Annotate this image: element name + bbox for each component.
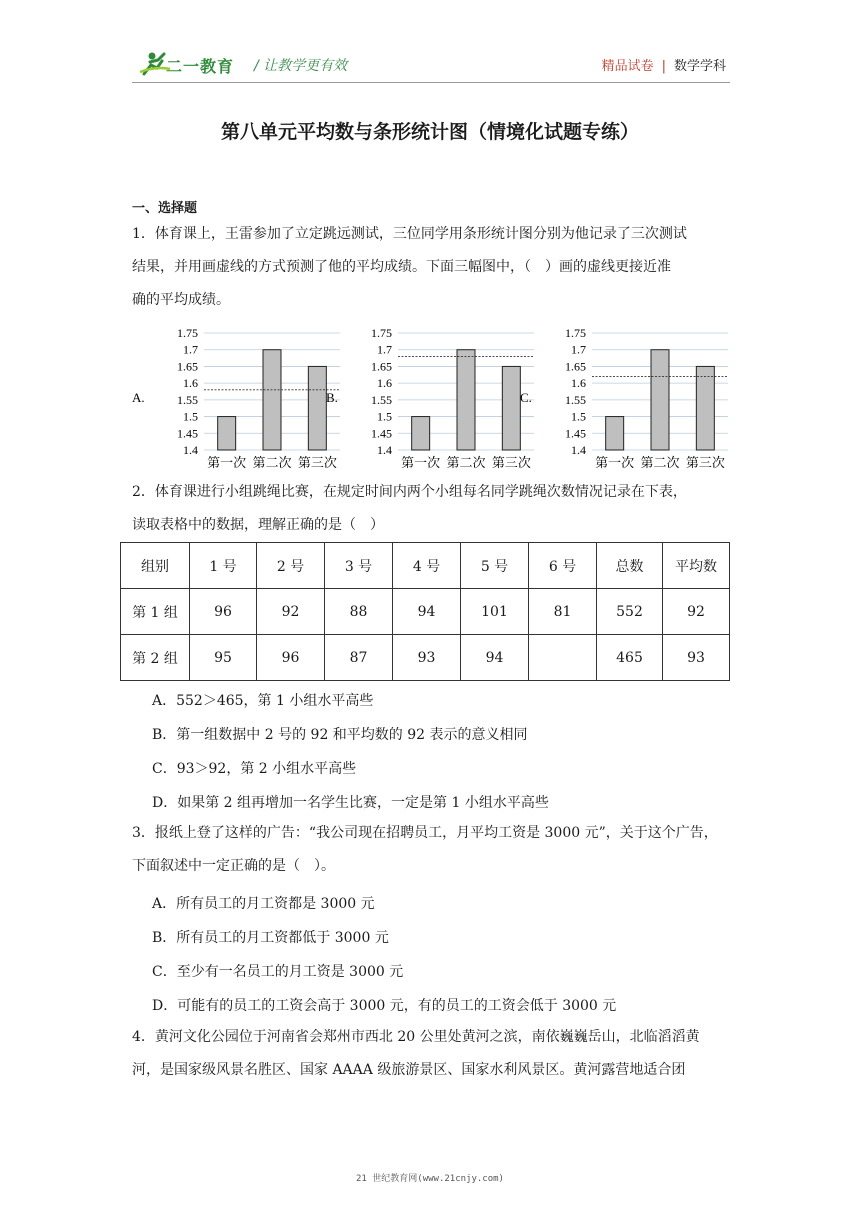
y-tick-label: 1.45	[565, 426, 586, 441]
q1-line-2: 结果，并用画虚线的方式预测了他的平均成绩。下面三幅图中，（ ）画的虚线更接近准	[132, 259, 671, 275]
quality-label: 精品试卷	[601, 59, 654, 74]
q3-option-c: C．至少有一名员工的月工资是 3000 元	[152, 964, 404, 980]
q4-line-2: 河，是国家级风景名胜区、国家 AAAA 级旅游景区、国家水利风景区。黄河露营地适合团	[132, 1062, 686, 1078]
table-cell: 第 1 组	[121, 589, 190, 635]
bar	[502, 366, 520, 450]
table-header-cell: 组别	[121, 543, 190, 589]
x-tick-label: 第二次	[252, 455, 292, 470]
y-tick-label: 1.45	[371, 426, 392, 441]
header-separator: |	[661, 59, 666, 74]
y-tick-label: 1.45	[177, 426, 198, 441]
table-cell: 87	[325, 635, 393, 681]
brand-label	[602, 55, 726, 74]
table-cell: 88	[325, 589, 393, 635]
y-tick-label: 1.6	[377, 376, 392, 391]
table-cell: 96	[257, 635, 325, 681]
table-row	[121, 635, 730, 681]
y-tick-label: 1.7	[571, 342, 586, 357]
bar	[696, 366, 714, 450]
x-tick-label: 第一次	[207, 455, 247, 470]
table-header-cell: 1 号	[190, 543, 257, 589]
table-cell: 94	[461, 635, 529, 681]
q2-option-b: B．第一组数据中 2 号的 92 和平均数的 92 表示的意义相同	[152, 727, 528, 743]
q2-line-2: 读取表格中的数据，理解正确的是（ ）	[132, 517, 384, 533]
x-tick-label: 第三次	[297, 455, 337, 470]
table-header-cell: 3 号	[325, 543, 393, 589]
q1-line-3: 确的平均成绩。	[132, 292, 230, 308]
bar	[218, 417, 236, 450]
x-tick-label: 第一次	[595, 455, 635, 470]
y-tick-label: 1.75	[565, 326, 586, 340]
table-header-cell: 5 号	[461, 543, 529, 589]
y-tick-label: 1.55	[371, 392, 392, 407]
x-tick-label: 第二次	[446, 455, 486, 470]
table-cell: 95	[190, 635, 257, 681]
table-cell: 465	[597, 635, 663, 681]
table-row	[121, 589, 730, 635]
y-tick-label: 1.4	[377, 443, 392, 457]
page-title: 第八单元平均数与条形统计图（情境化试题专练）	[220, 121, 639, 143]
table-header-cell: 平均数	[663, 543, 730, 589]
subject-label: 数学学科	[673, 59, 726, 74]
chart-option-label: C.	[520, 390, 532, 405]
q2-line-1: 2．体育课进行小组跳绳比赛，在规定时间内两个小组每名同学跳绳次数情况记录在下表，	[132, 484, 687, 500]
page-footer: 21 世纪教育网(www.21cnjy.com)	[356, 1174, 504, 1184]
q3-option-d: D．可能有的员工的工资会高于 3000 元，有的员工的工资会低于 3000 元	[152, 998, 617, 1014]
table-cell: 93	[393, 635, 461, 681]
y-tick-label: 1.7	[183, 342, 198, 357]
y-tick-label: 1.55	[177, 392, 198, 407]
x-tick-label: 第一次	[401, 455, 441, 470]
y-tick-label: 1.5	[377, 409, 392, 424]
y-tick-label: 1.4	[183, 443, 198, 457]
y-tick-label: 1.6	[571, 376, 586, 391]
bar	[457, 350, 475, 450]
q1-bar-charts	[132, 318, 732, 478]
table-cell: 81	[529, 589, 597, 635]
y-tick-label: 1.7	[377, 342, 392, 357]
x-tick-label: 第三次	[491, 455, 531, 470]
table-cell: 94	[393, 589, 461, 635]
table-cell: 552	[597, 589, 663, 635]
bar	[412, 417, 430, 450]
y-tick-label: 1.55	[565, 392, 586, 407]
q3-line-1: 3．报纸上登了这样的广告：“我公司现在招聘员工，月平均工资是 3000 元”，关于这个广告，	[132, 825, 718, 841]
x-tick-label: 第三次	[685, 455, 725, 470]
table-header-cell: 总数	[597, 543, 663, 589]
table-header-cell: 2 号	[257, 543, 325, 589]
bar	[263, 350, 281, 450]
q3-option-b: B．所有员工的月工资都低于 3000 元	[152, 930, 389, 946]
table-header-cell: 4 号	[393, 543, 461, 589]
q2-option-a: A．552＞465，第 1 小组水平高些	[152, 693, 374, 709]
table-cell: 92	[257, 589, 325, 635]
table-cell: 92	[663, 589, 730, 635]
q2-option-c: C．93＞92，第 2 小组水平高些	[152, 761, 357, 777]
chart-b	[326, 326, 534, 470]
table-cell: 93	[663, 635, 730, 681]
bar	[308, 366, 326, 450]
y-tick-label: 1.5	[571, 409, 586, 424]
chart-a	[132, 326, 340, 470]
x-tick-label: 第二次	[640, 455, 680, 470]
y-tick-label: 1.4	[571, 443, 586, 457]
bar	[651, 350, 669, 450]
q3-line-2: 下面叙述中一定正确的是（ ）。	[132, 858, 335, 874]
bar	[606, 417, 624, 450]
chart-option-label: A.	[132, 390, 145, 405]
q2-option-d: D．如果第 2 组再增加一名学生比赛，一定是第 1 小组水平高些	[152, 795, 549, 811]
jump-rope-table	[120, 542, 730, 681]
table-cell	[529, 635, 597, 681]
chart-option-label: B.	[326, 390, 338, 405]
y-tick-label: 1.75	[177, 326, 198, 340]
page-header	[132, 48, 730, 83]
y-tick-label: 1.6	[183, 376, 198, 391]
slogan: / 让教学更有效	[254, 58, 348, 74]
y-tick-label: 1.5	[183, 409, 198, 424]
chart-c	[520, 326, 728, 470]
y-tick-label: 1.65	[177, 359, 198, 374]
table-header-row	[121, 543, 730, 589]
logo-text: 二一教育	[166, 57, 235, 76]
q1-line-1: 1．体育课上，王雷参加了立定跳远测试，三位同学用条形统计图分别为他记录了三次测试	[132, 226, 687, 242]
q3-option-a: A．所有员工的月工资都是 3000 元	[152, 896, 375, 912]
y-tick-label: 1.65	[371, 359, 392, 374]
y-tick-label: 1.65	[565, 359, 586, 374]
table-cell: 96	[190, 589, 257, 635]
table-cell: 101	[461, 589, 529, 635]
table-header-cell: 6 号	[529, 543, 597, 589]
y-tick-label: 1.75	[371, 326, 392, 340]
section-heading: 一、选择题	[132, 201, 198, 216]
q4-line-1: 4．黄河文化公园位于河南省会郑州市西北 20 公里处黄河之滨，南依巍巍岳山，北临滔滔黄	[132, 1029, 700, 1045]
table-cell: 第 2 组	[121, 635, 190, 681]
